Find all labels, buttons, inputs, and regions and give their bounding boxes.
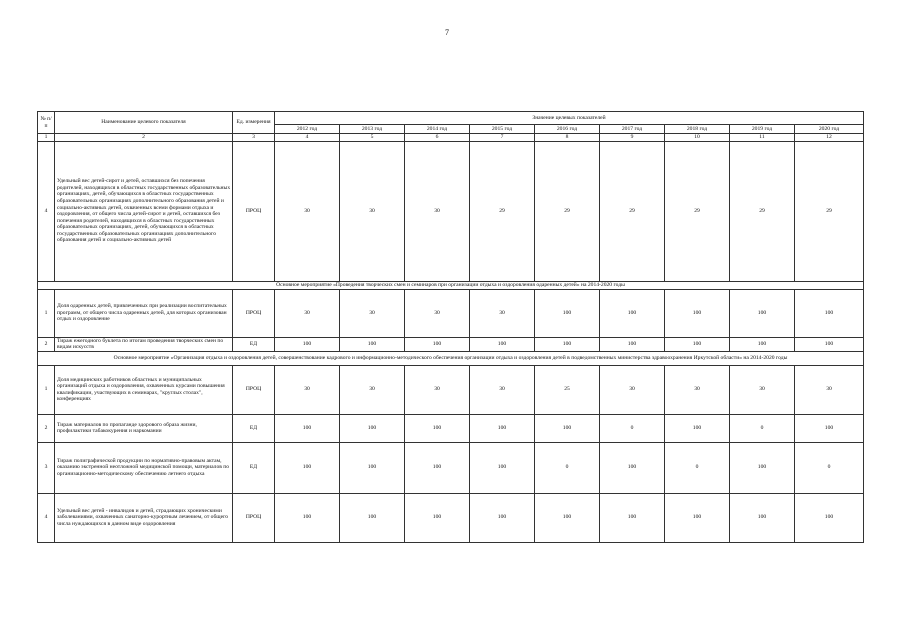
row-value: 100 [340, 414, 405, 442]
indicator-row [38, 141, 864, 281]
header-row [38, 112, 864, 125]
row-value: 30 [600, 365, 665, 414]
row-name: Удельный вес детей - инвалидов и детей, страдающих хроническими заболеваниями, охваченных санаторно-курортным лечением, от общего числа нуждающихся в данном виде оздоровления [55, 493, 233, 542]
row-value: 100 [600, 289, 665, 337]
row-value: 100 [340, 493, 405, 542]
row-value: 30 [730, 365, 795, 414]
row-value: 0 [665, 442, 730, 493]
row-num: 4 [38, 493, 55, 542]
row-num: 2 [38, 414, 55, 442]
row-value: 29 [730, 141, 795, 281]
row-name: Доля одаренных детей, привлеченных при реализации воспитательных программ, от общего числа одаренных детей, для которых организован отдых и оздоровление [55, 289, 233, 337]
column-number: 1 [38, 134, 55, 142]
row-value: 100 [665, 493, 730, 542]
row-value: 100 [795, 493, 864, 542]
row-value: 100 [535, 337, 600, 351]
row-value: 100 [470, 493, 535, 542]
indicator-row [38, 289, 864, 337]
row-num: 2 [38, 337, 55, 351]
row-value: 100 [340, 442, 405, 493]
row-num: 1 [38, 365, 55, 414]
row-value: 30 [340, 365, 405, 414]
row-unit: ПРОЦ [233, 493, 275, 542]
column-numbers-row [38, 134, 864, 142]
row-value: 30 [275, 289, 340, 337]
row-value: 100 [405, 337, 470, 351]
row-value: 100 [730, 337, 795, 351]
row-name: Удельный вес детей-сирот и детей, оставшихся без попечения родителей, находящихся в областных государственных образовательных организациях, детей, обучающихся в областных государственных образовательных организациях дополнительного образования детей и социально-активных детей, охваченных всеми формами отдыха и оздоровления, от общего числа детей-сирот и детей, оставшихся без попечения родителей, находящихся в областных государственных образовательных организациях, детей, обучающихся в областных государственных образовательных организациях дополнительного образования детей и социально-активных детей [55, 141, 233, 281]
row-value: 100 [470, 414, 535, 442]
column-number: 5 [340, 134, 405, 142]
row-value: 100 [600, 337, 665, 351]
row-value: 100 [795, 289, 864, 337]
row-unit: ПРОЦ [233, 365, 275, 414]
row-value: 100 [275, 414, 340, 442]
row-value: 29 [535, 141, 600, 281]
row-value: 30 [665, 365, 730, 414]
row-value: 100 [730, 442, 795, 493]
row-unit: ЕД [233, 442, 275, 493]
row-value: 100 [600, 493, 665, 542]
column-number: 4 [275, 134, 340, 142]
header-year: 2017 год [600, 125, 665, 134]
column-number: 11 [730, 134, 795, 142]
indicator-row [38, 337, 864, 351]
header-year: 2013 год [340, 125, 405, 134]
row-value: 30 [795, 365, 864, 414]
row-value: 29 [600, 141, 665, 281]
row-value: 100 [730, 493, 795, 542]
section-title-row [38, 281, 864, 289]
header-num: № п/п [38, 112, 55, 134]
row-unit: ПРОЦ [233, 141, 275, 281]
section-title: Основное мероприятие «Организация отдыха и оздоровления детей, совершенствование кадрового и информационно-методического обеспечения организации отдыха и оздоровления детей в подведомственных министерства здравоохранения Иркутской области» на 2014-2020 годы [38, 351, 864, 365]
row-value: 29 [795, 141, 864, 281]
row-value: 0 [600, 414, 665, 442]
row-value: 100 [535, 414, 600, 442]
column-number: 7 [470, 134, 535, 142]
row-value: 30 [340, 141, 405, 281]
row-value: 30 [405, 365, 470, 414]
row-unit: ЕД [233, 337, 275, 351]
row-value: 100 [275, 442, 340, 493]
row-value: 30 [405, 289, 470, 337]
row-value: 100 [340, 337, 405, 351]
row-value: 100 [275, 337, 340, 351]
page-number: 7 [445, 28, 449, 37]
row-value: 29 [470, 141, 535, 281]
column-number: 3 [233, 134, 275, 142]
row-unit: ЕД [233, 414, 275, 442]
row-num: 4 [38, 141, 55, 281]
header-year: 2016 год [535, 125, 600, 134]
column-number: 12 [795, 134, 864, 142]
row-value: 25 [535, 365, 600, 414]
row-num: 3 [38, 442, 55, 493]
row-value: 100 [470, 337, 535, 351]
header-year: 2019 год [730, 125, 795, 134]
row-value: 100 [665, 337, 730, 351]
header-values: Значение целевых показателей [275, 112, 864, 125]
indicator-row [38, 414, 864, 442]
row-value: 29 [665, 141, 730, 281]
row-value: 0 [795, 442, 864, 493]
row-value: 0 [535, 442, 600, 493]
section-title: Основное мероприятие «Проведения творческих смен и семинаров при организации отдыха и оздоровления одаренных детей» на 2014-2020 годы [38, 281, 864, 289]
row-value: 100 [405, 442, 470, 493]
row-value: 30 [405, 141, 470, 281]
row-value: 100 [405, 414, 470, 442]
header-year: 2012 год [275, 125, 340, 134]
row-name: Тираж ежегодного буклета по итогам проведения творческих смен по видам искусств [55, 337, 233, 351]
column-number: 10 [665, 134, 730, 142]
row-value: 100 [665, 414, 730, 442]
column-number: 8 [535, 134, 600, 142]
target-indicators-table [37, 111, 864, 543]
row-num: 1 [38, 289, 55, 337]
row-value: 100 [275, 493, 340, 542]
column-number: 2 [55, 134, 233, 142]
row-name: Тираж материалов по пропаганде здорового образа жизни, профилактики табакокурения и наркомании [55, 414, 233, 442]
column-number: 6 [405, 134, 470, 142]
indicator-row [38, 365, 864, 414]
row-value: 30 [470, 365, 535, 414]
header-name: Наименование целевого показателя [55, 112, 233, 134]
row-value: 100 [795, 337, 864, 351]
section-title-row [38, 351, 864, 365]
row-name: Доля медицинских работников областных и муниципальных организаций отдыха и оздоровления, охваченных курсами повышения квалификации, участвующих в семинарах, "круглых столах", конференциях [55, 365, 233, 414]
indicator-row [38, 493, 864, 542]
row-value: 0 [730, 414, 795, 442]
header-year: 2015 год [470, 125, 535, 134]
header-year: 2014 год [405, 125, 470, 134]
row-value: 30 [470, 289, 535, 337]
row-value: 100 [795, 414, 864, 442]
row-value: 100 [405, 493, 470, 542]
header-unit: Ед. измерения [233, 112, 275, 134]
column-number: 9 [600, 134, 665, 142]
row-value: 100 [600, 442, 665, 493]
header-year: 2018 год [665, 125, 730, 134]
row-value: 100 [730, 289, 795, 337]
row-value: 30 [340, 289, 405, 337]
row-value: 100 [535, 289, 600, 337]
row-unit: ПРОЦ [233, 289, 275, 337]
header-year: 2020 год [795, 125, 864, 134]
row-name: Тираж полиграфической продукции по нормативно-правовым актам, оказанию экстренной неотложной медицинской помощи, материалов по организационно-методическому обеспечению летнего отдыха [55, 442, 233, 493]
row-value: 100 [470, 442, 535, 493]
row-value: 100 [535, 493, 600, 542]
indicator-row [38, 442, 864, 493]
row-value: 100 [665, 289, 730, 337]
row-value: 30 [275, 141, 340, 281]
row-value: 30 [275, 365, 340, 414]
